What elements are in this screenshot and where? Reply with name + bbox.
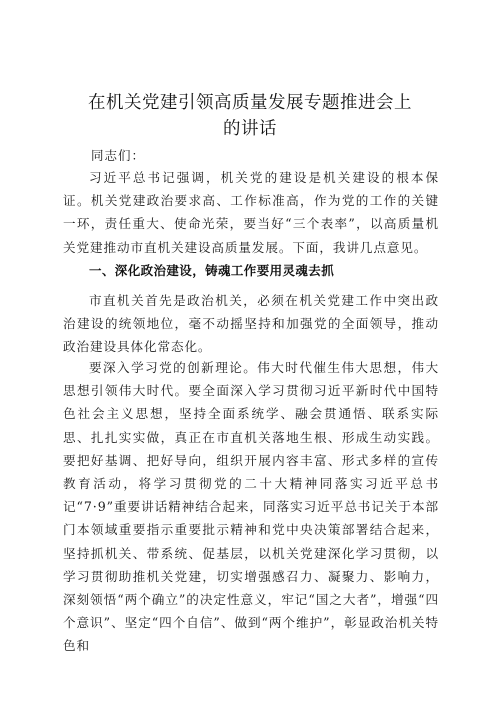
paragraph-intro: 习近平总书记强调，机关党的建设是机关建设的根本保证。机关党建政治要求高、工作标准高，作为党的工作的关键一环，责任重大、使命光荣，要当好“三个表率”，以高质量机关党建推动市直机关建设高质量发展。下面，我讲几点意见。 <box>63 170 439 255</box>
paragraph-political-organ: 市直机关首先是政治机关，必须在机关党建工作中突出政治建设的统领地位，毫不动摇坚持和加强党的全面领导，推动政治建设具体化常态化。 <box>63 293 439 355</box>
section-heading-1: 一、深化政治建设，铸魂工作要用灵魂去抓 <box>89 263 335 278</box>
document-title-line-2: 的讲话 <box>223 119 277 139</box>
paragraph-study-theory: 要深入学习党的创新理论。伟大时代催生伟大思想，伟大思想引领伟大时代。要全面深入学习贯彻习近平新时代中国特色社会主义思想，坚持全面系统学、融会贯通悟、联系实际思、扎扎实实做，真正在市直机关落地生根、形成生动实践。要把好基调、把好导向，组织开展内容丰富、形式多样的宣传教育活动，将学习贯彻党的二十大精神同落实习近平总书记“7·9”重要讲话精神结合起来，同落实习近平总书记关于本部门本领域重要指示重要批示精神和党中央决策部署结合起来，坚持抓机关、带系统、促基层，以机关党建深化学习贯彻，以学习贯彻助推机关党建，切实增强感召力、凝聚力、影响力，深刻领悟“两个确立”的决定性意义，牢记“国之大者”，增强“四个意识”、坚定“四个自信”、做到“两个维护”，彰显政治机关特色和 <box>63 360 439 654</box>
salutation: 同志们： <box>91 148 146 163</box>
document-title-line-1: 在机关党建引领高质量发展专题推进会上 <box>88 93 412 113</box>
